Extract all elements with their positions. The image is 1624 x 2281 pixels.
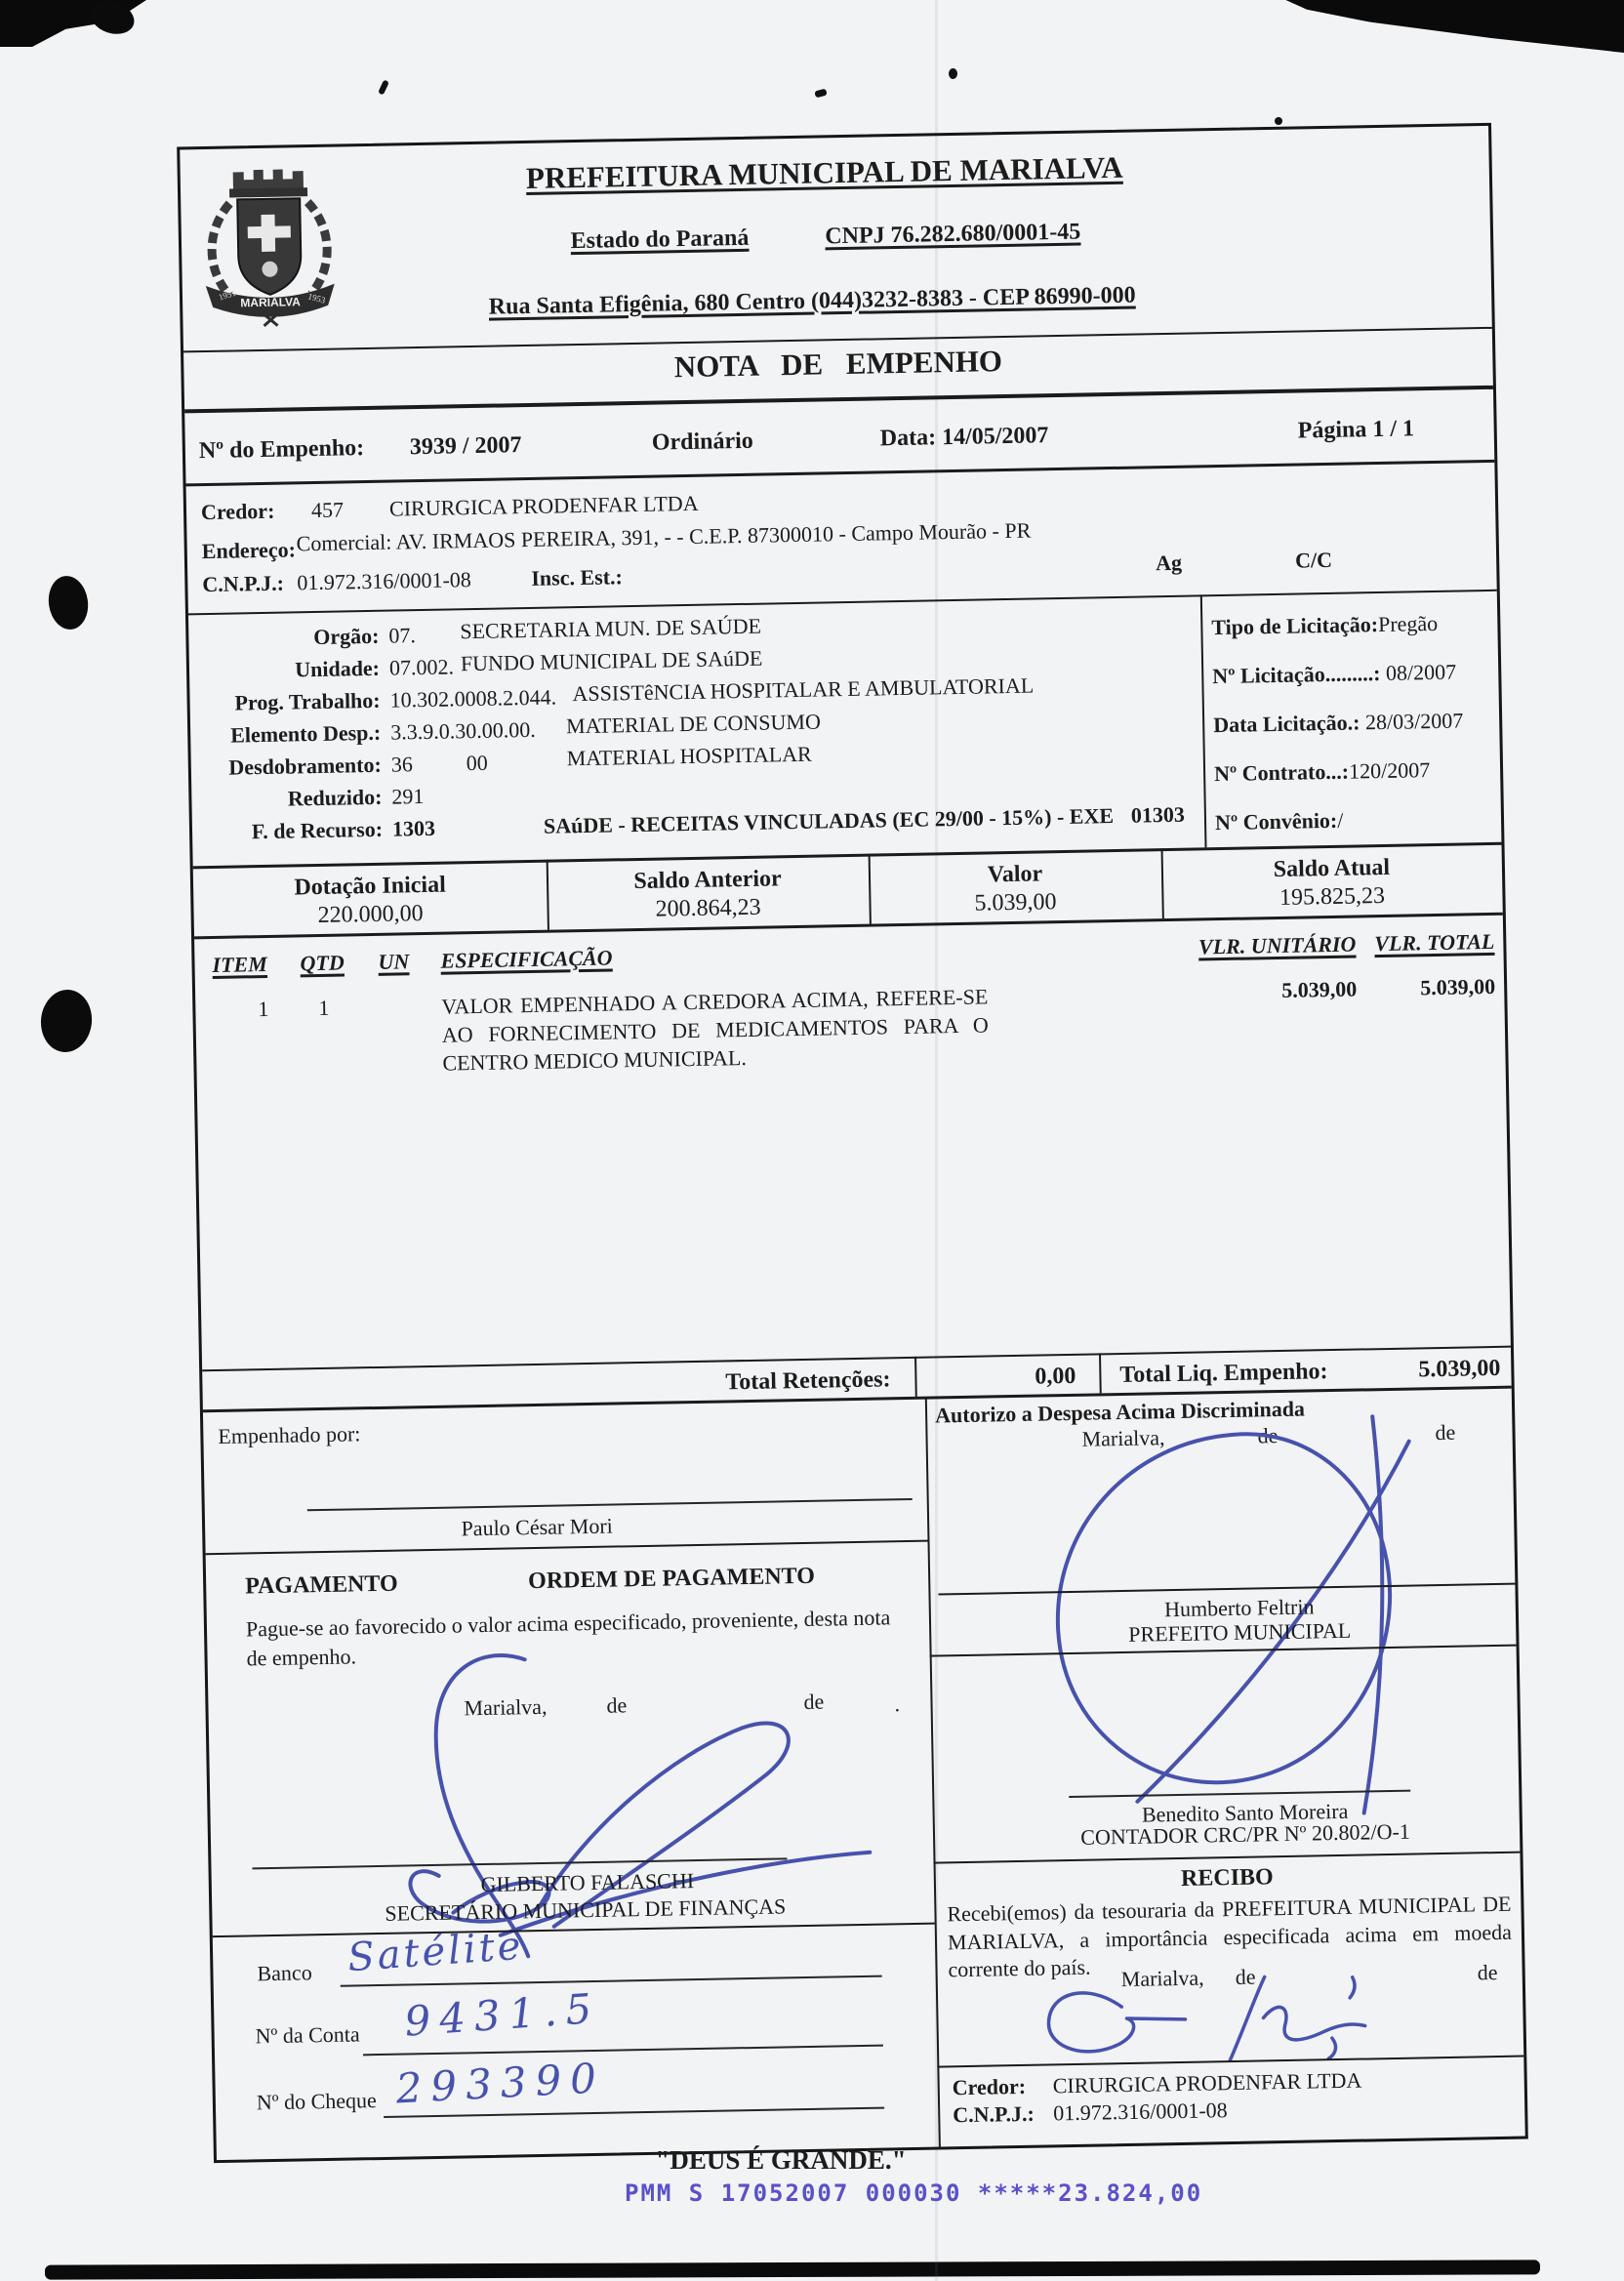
valor-value: 5.039,00 [974, 889, 1057, 916]
laurel-right-icon [307, 202, 328, 294]
cheque-label: Nº do Cheque [256, 2088, 378, 2115]
orgao-desc: SECRETARIA MUN. DE SAÚDE [460, 613, 762, 644]
col-header-vlr-total: VLR. TOTAL [1374, 928, 1495, 957]
num-contrato-value: 120/2007 [1348, 757, 1431, 784]
prog-trabalho-code: 10.302.0008.2.044. [389, 684, 557, 713]
credor-label: Credor: [200, 498, 275, 525]
tipo-licitacao-row [1211, 610, 1438, 641]
fonte-recurso-label: F. de Recurso: [251, 816, 384, 844]
recibo-de2: de [1477, 1960, 1498, 1985]
autorizo-de1: de [1257, 1423, 1279, 1448]
num-convenio-label: Nº Convênio: [1214, 807, 1338, 835]
total-liq-label: Total Liq. Empenho: [1119, 1359, 1328, 1389]
num-contrato-label: Nº Contrato...: [1213, 758, 1350, 787]
num-licitacao-value: 08/2007 [1380, 659, 1457, 686]
elemento-desp-desc: MATERIAL DE CONSUMO [565, 709, 822, 739]
elemento-desp-code: 3.3.9.0.30.00.00. [389, 716, 536, 745]
logo-year-right: 1953 [306, 291, 327, 305]
col-header-especificacao: ESPECIFICAÇÃO [440, 945, 613, 973]
credor-address: Comercial: AV. IRMAOS PEREIRA, 391, - - C.E.P. 87300010 - Campo Mourão - PR [296, 517, 1032, 556]
recibo-cidade: Marialva, [1120, 1965, 1204, 1992]
num-licitacao-label: Nº Licitação.........: [1212, 661, 1381, 689]
unidade-code: 07.002. [388, 654, 455, 680]
pagamento-cidade: Marialva, [464, 1693, 548, 1721]
item-row-qtd: 1 [318, 995, 330, 1021]
prog-trabalho-label: Prog. Trabalho: [234, 687, 381, 715]
logo-banner-text: MARIALVA [240, 295, 302, 310]
item-row-especificacao: VALOR EMPENHADO A CREDORA ACIMA, REFERE-SE AO FORNECIMENTO DE MEDICAMENTOS PARA O CENTRO MEDICO MUNICIPAL. [441, 984, 990, 1076]
banco-valor-handwritten: Satélite [345, 1923, 525, 1981]
empenho-number-label: Nº do Empenho: [198, 435, 365, 465]
saldo-atual-value: 195.825,23 [1279, 882, 1386, 911]
scan-hole-left-2 [38, 987, 95, 1054]
ordem-pagamento-title: ORDEM DE PAGAMENTO [527, 1563, 816, 1595]
num-licitacao-row [1212, 659, 1456, 690]
data-licitacao-row [1213, 707, 1463, 738]
scan-mark-bottom [45, 2260, 1540, 2279]
orgao-label: Orgão: [312, 623, 380, 650]
recibo-cnpj-label: C.N.P.J.: [953, 2100, 1035, 2128]
desdobramento-desc: MATERIAL HOSPITALAR [566, 741, 812, 771]
item-row-num: 1 [258, 996, 269, 1022]
desdobramento-code2: 00 [466, 750, 489, 776]
recibo-texto: Recebi(emos) da tesouraria da PREFEITURA MUNICIPAL DE MARIALVA, a importância especificada acima em moeda corrente do país. [947, 1891, 1513, 1982]
desdobramento-label: Desdobramento: [228, 752, 383, 780]
empenho-date: Data: 14/05/2007 [879, 423, 1049, 452]
item-row-vlr-total: 5.039,00 [1419, 973, 1496, 1000]
recibo-credor-nome: CIRURGICA PRODENFAR LTDA [1052, 2067, 1362, 2098]
pagamento-title: PAGAMENTO [244, 1570, 398, 1600]
reduzido-label: Reduzido: [287, 784, 383, 811]
prog-trabalho-desc: ASSISTêNCIA HOSPITALAR E AMBULATORIAL [572, 672, 1035, 707]
recibo-title: RECIBO [1180, 1864, 1274, 1892]
header-address: Rua Santa Efigênia, 680 Centro (044)3232-8383 - CEP 86990-000 [488, 282, 1136, 320]
insc-est-label: Insc. Est.: [531, 564, 624, 591]
ink-speck-4 [1275, 117, 1282, 125]
autorizo-cidade: Marialva, [1081, 1425, 1165, 1451]
laurel-left-icon [211, 204, 231, 296]
empenho-type: Ordinário [651, 428, 754, 456]
desdobramento-code: 36 [390, 752, 414, 777]
col-header-item: ITEM [212, 951, 268, 977]
banco-label: Banco [257, 1960, 312, 1986]
empenhado-por-label: Empenhado por: [218, 1421, 361, 1448]
col-header-un: UN [378, 949, 410, 974]
conta-valor-handwritten: 9431.5 [402, 1983, 602, 2046]
doc-title: NOTA DE EMPENHO [673, 344, 1003, 385]
ink-speck-2 [814, 89, 827, 99]
prefeito-nome: Humberto Feltrin [1163, 1594, 1315, 1622]
pagamento-de2: de [803, 1689, 825, 1715]
credor-code: 457 [310, 497, 345, 523]
dotacao-inicial-value: 220.000,00 [317, 901, 424, 928]
page-title: PREFEITURA MUNICIPAL DE MARIALVA [525, 149, 1123, 195]
elemento-desp-label: Elemento Desp.: [230, 719, 382, 748]
unidade-desc: FUNDO MUNICIPAL DE SAúDE [460, 645, 763, 676]
scan-mark-top-right [1272, 0, 1624, 53]
recibo-de1: de [1235, 1964, 1256, 1989]
header-state: Estado do Paraná [570, 224, 750, 255]
reduzido-code: 291 [391, 783, 425, 809]
dotacao-inicial-label: Dotação Inicial [294, 872, 446, 901]
fonte-recurso-code: 1303 [391, 815, 436, 841]
credor-address-label: Endereço: [201, 537, 297, 564]
ink-speck-3 [949, 68, 957, 79]
autorizo-de2: de [1435, 1419, 1456, 1446]
contador-nome: Benedito Santo Moreira [1141, 1798, 1349, 1827]
data-licitacao-value: 28/03/2007 [1360, 708, 1464, 735]
secretario-cargo: SECRETÁRIO MUNICIPAL DE FINANÇAS [385, 1894, 787, 1926]
recibo-credor-label: Credor: [952, 2073, 1027, 2100]
empenho-number: 3939 / 2007 [409, 432, 522, 461]
credor-name: CIRURGICA PRODENFAR LTDA [388, 490, 699, 521]
recibo-cnpj: 01.972.316/0001-08 [1053, 2098, 1228, 2126]
autorizo-title: Autorizo a Despesa Acima Discriminada [934, 1396, 1306, 1428]
total-retencoes-label: Total Retenções: [725, 1366, 891, 1396]
col-header-qtd: QTD [300, 950, 345, 976]
tipo-licitacao-value: Pregão [1377, 610, 1439, 637]
credor-cnpj: 01.972.316/0001-08 [297, 567, 472, 595]
page-indicator: Página 1 / 1 [1297, 416, 1415, 444]
saldo-anterior-label: Saldo Anterior [633, 866, 782, 895]
secretario-nome: GILBERTO FALASCHI [480, 1868, 695, 1897]
valor-label: Valor [987, 861, 1043, 888]
logo-year-left: 1951 [217, 287, 237, 303]
nota-de-empenho-document [177, 123, 1528, 2163]
signature-credor [1029, 1965, 1392, 2069]
contador-cargo: CONTADOR CRC/PR Nº 20.802/O-1 [1080, 1818, 1411, 1850]
num-contrato-row [1214, 756, 1431, 788]
total-liq-value: 5.039,00 [1418, 1355, 1501, 1383]
empenhado-por-nome: Paulo César Mori [461, 1513, 613, 1541]
ag-label: Ag [1155, 550, 1183, 576]
footer-teller-stamp: PMM S 17052007 000030 *****23.824,00 [625, 2179, 1203, 2207]
cc-label: C/C [1294, 547, 1333, 573]
pagamento-de1: de [606, 1692, 628, 1718]
num-convenio-value: / [1337, 807, 1344, 833]
total-retencoes-value: 0,00 [1035, 1363, 1076, 1390]
num-convenio-row [1215, 807, 1344, 836]
tipo-licitacao-label: Tipo de Licitação: [1211, 612, 1379, 640]
prefeito-cargo: PREFEITO MUNICIPAL [1128, 1617, 1352, 1647]
unidade-label: Unidade: [294, 655, 381, 682]
header-cnpj: CNPJ 76.282.680/0001-45 [825, 219, 1081, 250]
pagamento-ponto: . [894, 1691, 901, 1717]
fonte-recurso-extra-code: 01303 [1130, 801, 1186, 828]
crown-icon [233, 169, 304, 189]
col-header-vlr-unitario: VLR. UNITÁRIO [1198, 931, 1357, 959]
saldo-anterior-value: 200.864,23 [655, 894, 761, 922]
credor-cnpj-label: C.N.P.J.: [202, 570, 285, 597]
saldo-atual-label: Saldo Atual [1273, 854, 1391, 883]
ordem-pagamento-texto: Pague-se ao favorecido o valor acima especificado, proveniente, desta nota de empenho. [245, 1605, 891, 1671]
fonte-recurso-desc: SAúDE - RECEITAS VINCULADAS (EC 29/00 - 15%) - EXE [543, 803, 1115, 838]
footer-motto: "DEUS É GRANDE." [655, 2145, 907, 2175]
orgao-code: 07. [388, 623, 417, 648]
conta-label: Nº da Conta [255, 2021, 360, 2049]
item-row-vlr-unitario: 5.039,00 [1280, 976, 1358, 1002]
data-licitacao-label: Data Licitação.: [1212, 710, 1360, 738]
ink-speck-1 [378, 79, 389, 95]
scan-hole-left-1 [45, 573, 91, 631]
cheque-valor-handwritten: 293390 [394, 2054, 607, 2113]
